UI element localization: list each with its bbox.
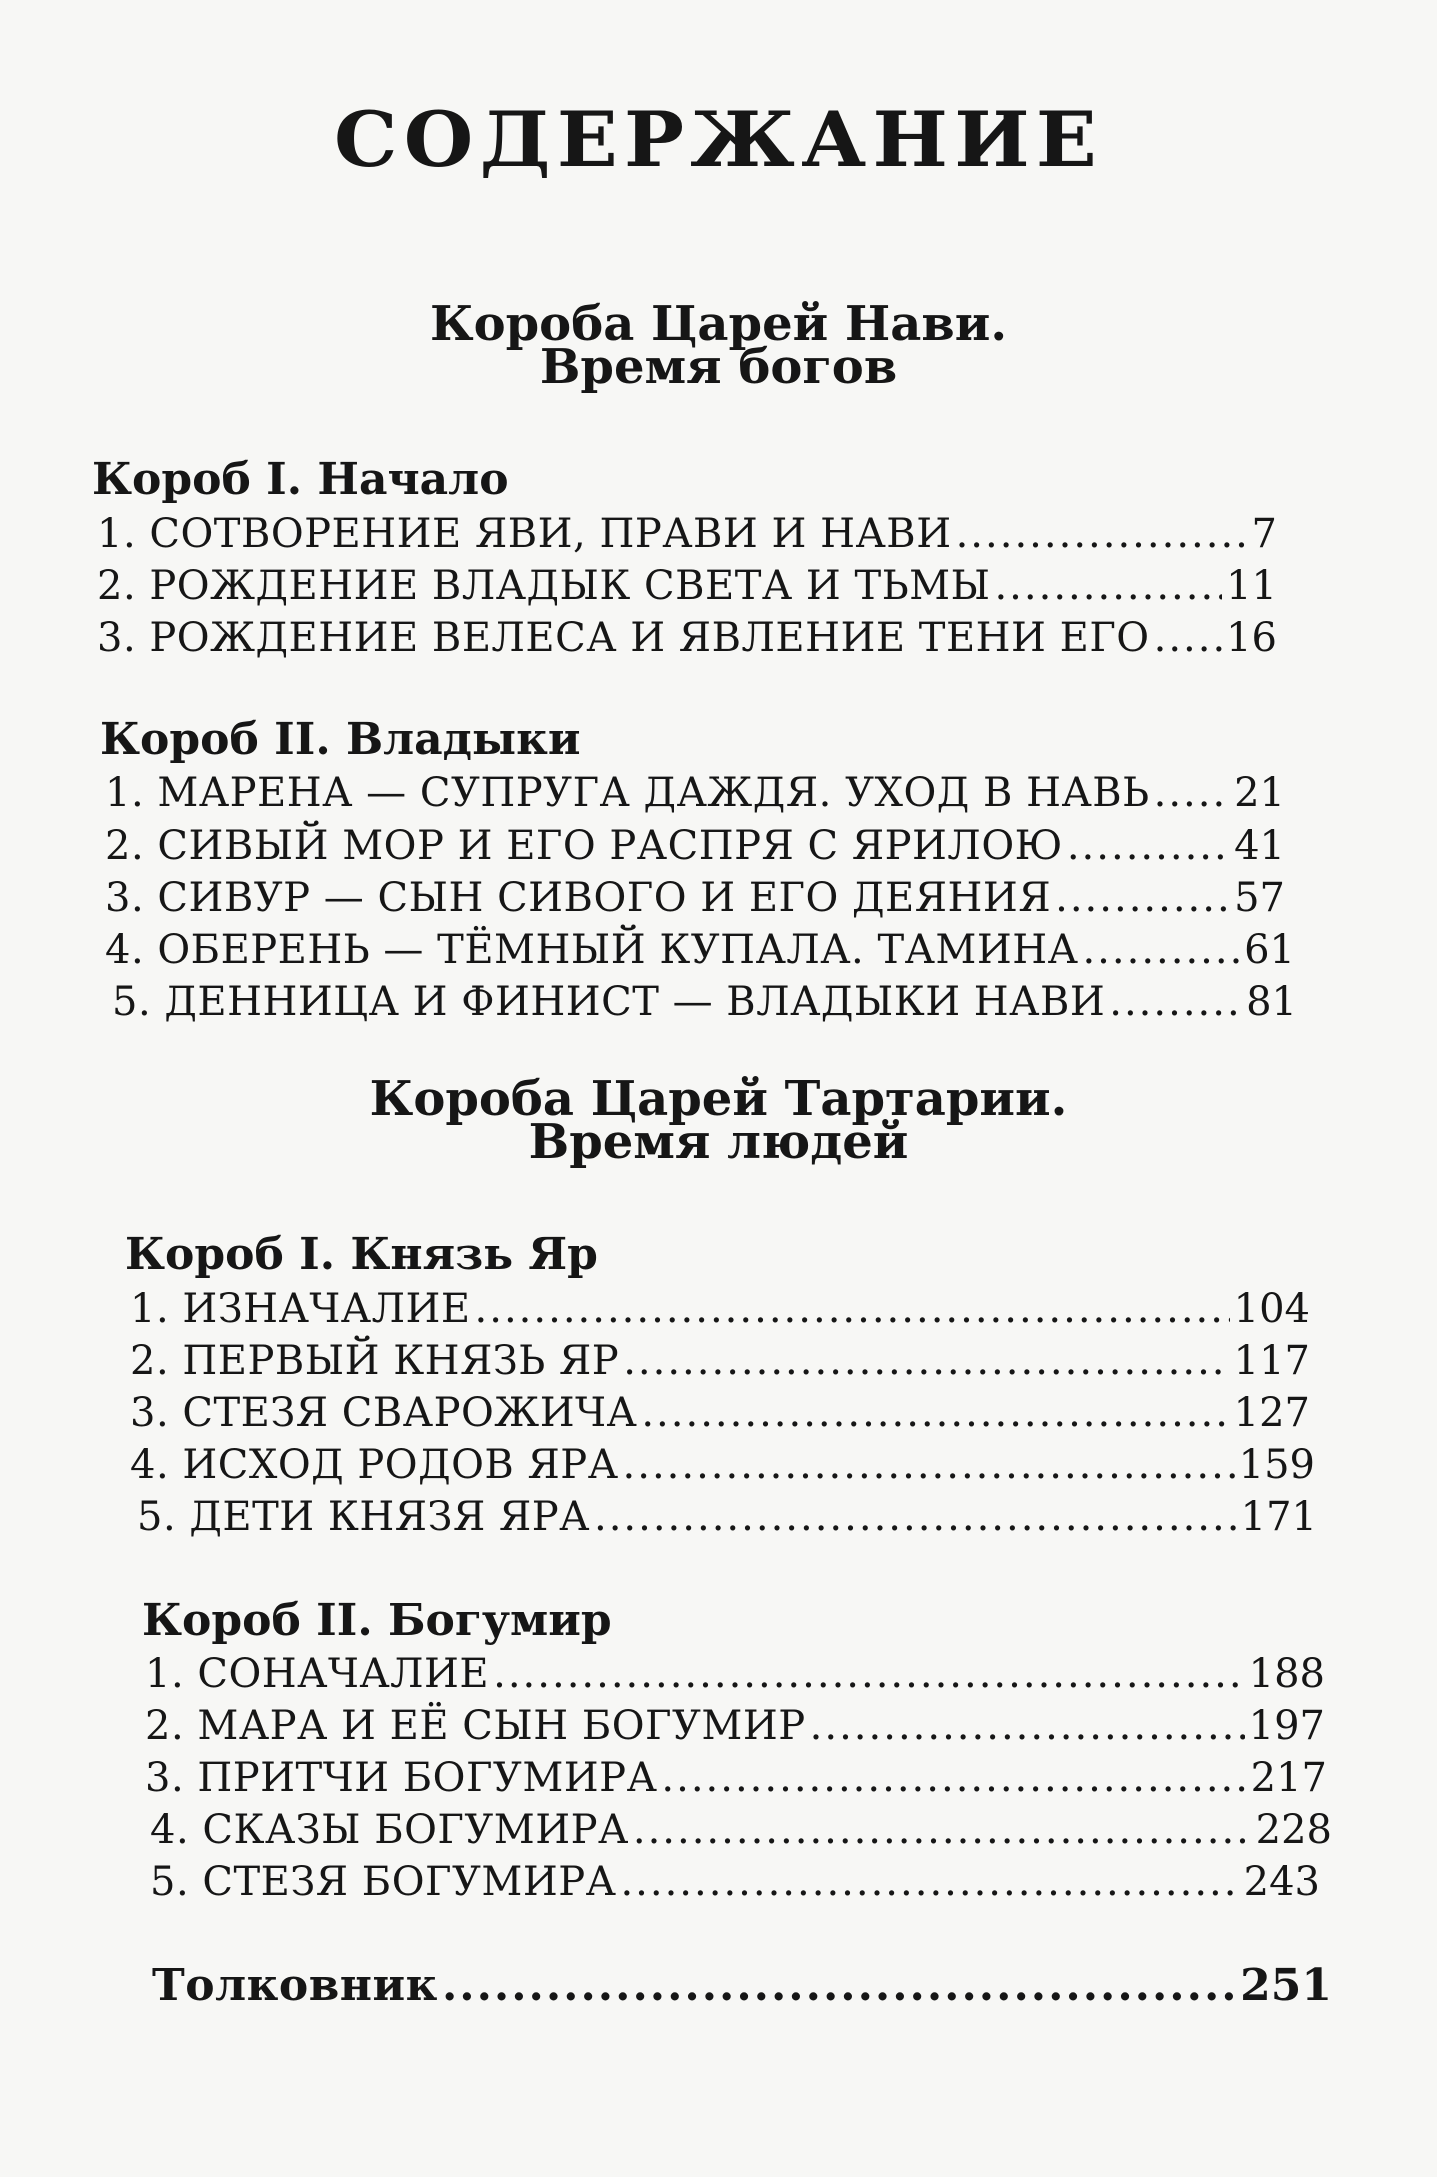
part-title-line: Короба Царей Тартарии.: [369, 1071, 1068, 1127]
dot-leader: [475, 1283, 1230, 1335]
toc-entry-label: 2. РОЖДЕНИЕ ВЛАДЫК СВЕТА И ТЬМЫ: [97, 563, 991, 609]
page-title: СОДЕРЖАНИЕ: [333, 95, 1104, 184]
toc-entry[interactable]: [130, 1283, 1310, 1335]
toc-entry-label: 4. ИСХОД РОДОВ ЯРА: [130, 1442, 619, 1488]
section-title: Короб II. Богумир: [142, 1595, 612, 1646]
toc-entry-label: 5. ДЕТИ КНЯЗЯ ЯРА: [137, 1494, 590, 1540]
toc-entry-label: 4. СКАЗЫ БОГУМИРА: [150, 1807, 629, 1853]
toc-entry[interactable]: [97, 508, 1277, 560]
toc-entry-page: 171: [1240, 1494, 1317, 1540]
toc-entry[interactable]: [145, 1700, 1325, 1752]
part-title-line: Короба Царей Нави.: [429, 296, 1008, 352]
toc-entry[interactable]: [105, 872, 1285, 924]
toc-entry[interactable]: [130, 1335, 1310, 1387]
dot-leader: [1109, 976, 1242, 1028]
dot-leader: [442, 1960, 1236, 2012]
toc-entry[interactable]: [137, 1491, 1317, 1543]
toc-entry[interactable]: [97, 612, 1277, 664]
toc-entry-label: 2. СИВЫЙ МОР И ЕГО РАСПРЯ С ЯРИЛОЮ: [105, 823, 1063, 869]
toc-entry[interactable]: [145, 1752, 1327, 1804]
toc-entry-label: 2. МАРА И ЕЁ СЫН БОГУМИР: [145, 1703, 806, 1749]
toc-entry[interactable]: [130, 1387, 1310, 1439]
section-title: Короб I. Начало: [92, 454, 509, 505]
toc-entry-page: 7: [1251, 511, 1277, 557]
dot-leader: [620, 1856, 1239, 1908]
toc-entry-label: 2. ПЕРВЫЙ КНЯЗЬ ЯР: [130, 1338, 620, 1384]
dot-leader: [1067, 820, 1230, 872]
dot-leader: [633, 1804, 1252, 1856]
dot-leader: [623, 1439, 1235, 1491]
part-title-line: Время богов: [539, 339, 898, 395]
toc-entry-page: 41: [1234, 823, 1285, 869]
dot-leader: [661, 1752, 1246, 1804]
toc-entry-page: 188: [1248, 1651, 1325, 1697]
toc-entry[interactable]: [150, 1804, 1332, 1856]
toc-entry-page: 16: [1226, 615, 1277, 661]
toc-entry-label: 3. ПРИТЧИ БОГУМИРА: [145, 1755, 658, 1801]
toc-entry[interactable]: [130, 1439, 1315, 1491]
toc-entry-page: 127: [1233, 1390, 1310, 1436]
dot-leader: [994, 560, 1222, 612]
toc-entry[interactable]: [97, 560, 1277, 612]
dot-leader: [1154, 612, 1222, 664]
part-title-line: Время людей: [528, 1114, 909, 1170]
toc-entry[interactable]: [112, 976, 1297, 1028]
toc-entry-page: 228: [1255, 1807, 1332, 1853]
dot-leader: [810, 1700, 1245, 1752]
toc-entry-label: 4. ОБЕРЕНЬ — ТЁМНЫЙ КУПАЛА. ТАМИНА: [105, 927, 1079, 973]
section-title: Короб I. Князь Яр: [125, 1229, 598, 1280]
toc-entry-label: 3. РОЖДЕНИЕ ВЕЛЕСА И ЯВЛЕНИЕ ТЕНИ ЕГО: [97, 615, 1150, 661]
dot-leader: [594, 1491, 1237, 1543]
toc-entry[interactable]: [105, 924, 1295, 976]
toc-entry-label: 1. ИЗНАЧАЛИЕ: [130, 1286, 471, 1332]
dot-leader: [641, 1387, 1229, 1439]
toc-entry-label: 1. СОТВОРЕНИЕ ЯВИ, ПРАВИ И НАВИ: [97, 511, 952, 557]
dot-leader: [956, 508, 1248, 560]
section-title: Короб II. Владыки: [100, 714, 581, 765]
toc-entry-page: 159: [1238, 1442, 1315, 1488]
dot-leader: [1154, 767, 1230, 819]
toc-entry[interactable]: [105, 767, 1285, 819]
toc-entry-label: 3. СИВУР — СЫН СИВОГО И ЕГО ДЕЯНИЯ: [105, 875, 1052, 921]
toc-entry-page: 251: [1240, 1960, 1332, 2011]
toc-entry-page: 217: [1250, 1755, 1327, 1801]
toc-entry-page: 81: [1246, 979, 1297, 1025]
toc-entry-glossary[interactable]: [152, 1960, 1332, 2012]
toc-entry-label: 1. МАРЕНА — СУПРУГА ДАЖДЯ. УХОД В НАВЬ: [105, 770, 1150, 816]
toc-entry[interactable]: [145, 1648, 1325, 1700]
dot-leader: [1055, 872, 1230, 924]
toc-entry-page: 21: [1234, 770, 1285, 816]
dot-leader: [493, 1648, 1245, 1700]
toc-entry-label: 3. СТЕЗЯ СВАРОЖИЧА: [130, 1390, 638, 1436]
toc-entry[interactable]: [105, 820, 1285, 872]
toc-entry-page: 197: [1248, 1703, 1325, 1749]
toc-entry-page: 11: [1226, 563, 1277, 609]
toc-entry-page: 243: [1243, 1859, 1320, 1905]
toc-entry-page: 57: [1234, 875, 1285, 921]
toc-entry-label: Толковник: [152, 1960, 438, 2011]
toc-entry[interactable]: [150, 1856, 1320, 1908]
dot-leader: [1082, 924, 1240, 976]
toc-entry-page: 61: [1244, 927, 1295, 973]
dot-leader: [623, 1335, 1229, 1387]
toc-entry-page: 117: [1233, 1338, 1310, 1384]
toc-entry-label: 5. СТЕЗЯ БОГУМИРА: [150, 1859, 617, 1905]
toc-entry-label: 5. ДЕННИЦА И ФИНИСТ — ВЛАДЫКИ НАВИ: [112, 979, 1106, 1025]
toc-entry-label: 1. СОНАЧАЛИЕ: [145, 1651, 490, 1697]
toc-entry-page: 104: [1233, 1286, 1310, 1332]
